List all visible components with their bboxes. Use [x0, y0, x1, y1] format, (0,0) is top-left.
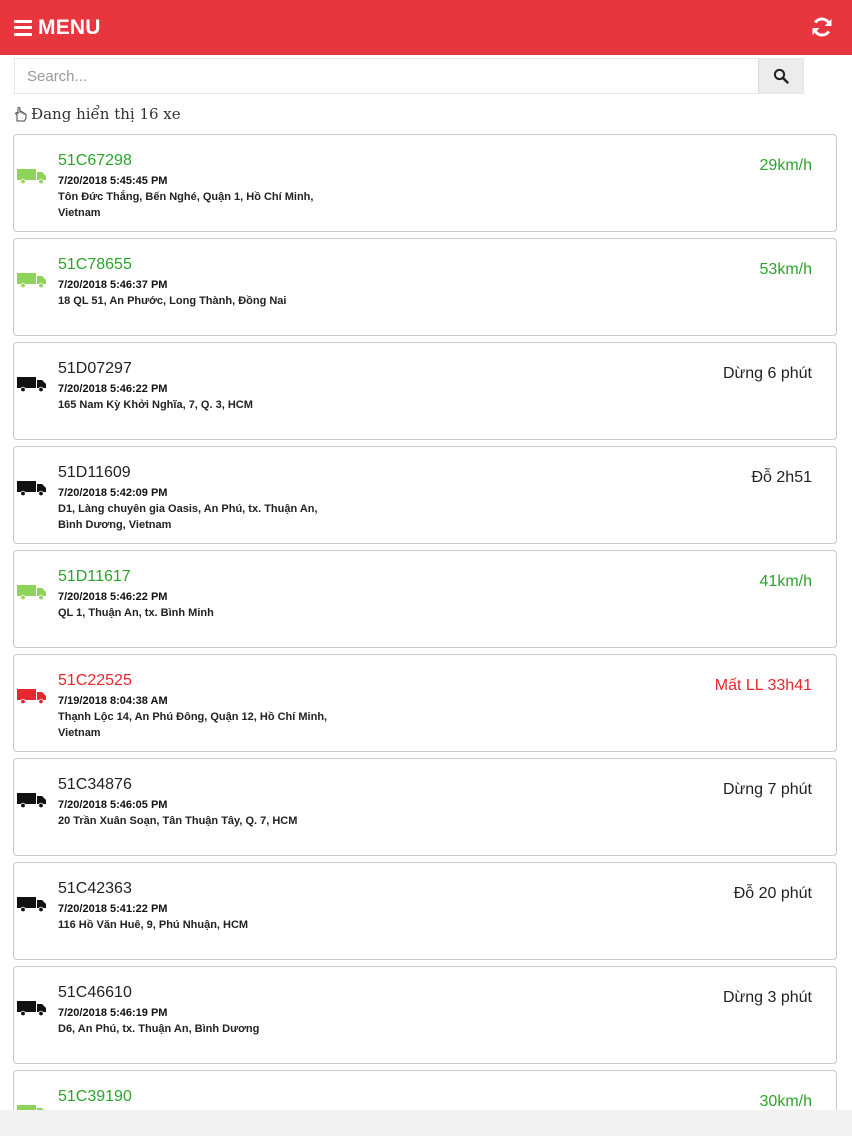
vehicle-address: 20 Trần Xuân Soạn, Tân Thuận Tây, Q. 7, HCM	[58, 815, 298, 827]
vehicle-count	[14, 105, 181, 123]
vehicle-time: 7/20/2018 5:42:09 PM	[58, 487, 168, 499]
vehicle-plate: 51D07297	[58, 360, 132, 377]
truck-icon	[17, 1000, 47, 1016]
vehicle-address: D1, Làng chuyên gia Oasis, An Phú, tx. Thuận An, Bình Dương, Vietnam	[58, 503, 318, 531]
vehicle-status: 53km/h	[759, 261, 812, 278]
vehicle-plate: 51C42363	[58, 880, 132, 897]
vehicle-time: 7/20/2018 5:46:05 PM	[58, 799, 168, 811]
menu-button[interactable]	[14, 16, 101, 40]
vehicle-card[interactable]	[13, 654, 837, 752]
vehicle-address: 18 QL 51, An Phước, Long Thành, Đồng Nai	[58, 295, 287, 307]
vehicle-time: 7/20/2018 5:46:22 PM	[58, 383, 168, 395]
menu-label: MENU	[38, 15, 101, 39]
vehicle-status: Dừng 7 phút	[723, 781, 812, 798]
vehicle-time: 7/20/2018 5:46:19 PM	[58, 1007, 168, 1019]
truck-icon	[17, 272, 47, 288]
vehicle-card[interactable]	[13, 342, 837, 440]
vehicle-count-text: Đang hiển thị 16 xe	[31, 105, 181, 123]
vehicle-card[interactable]	[13, 1070, 837, 1110]
vehicle-card[interactable]	[13, 238, 837, 336]
truck-icon	[17, 480, 47, 496]
truck-icon	[17, 584, 47, 600]
search-icon	[773, 68, 789, 84]
vehicle-plate: 51C46610	[58, 984, 132, 1001]
vehicle-status: 41km/h	[759, 573, 812, 590]
truck-icon	[17, 376, 47, 392]
vehicle-card[interactable]	[13, 758, 837, 856]
search-input[interactable]	[15, 59, 758, 93]
truck-icon	[17, 688, 47, 704]
vehicle-plate: 51C78655	[58, 256, 132, 273]
vehicle-status: Dừng 3 phút	[723, 989, 812, 1006]
search-bar	[14, 58, 804, 94]
vehicle-time: 7/20/2018 5:46:37 PM	[58, 279, 168, 291]
truck-icon	[17, 168, 47, 184]
vehicle-address: QL 1, Thuận An, tx. Bình Minh	[58, 607, 214, 619]
vehicle-plate: 51C39190	[58, 1088, 132, 1105]
vehicle-card[interactable]	[13, 966, 837, 1064]
vehicle-plate: 51C22525	[58, 672, 132, 689]
vehicle-card[interactable]	[13, 446, 837, 544]
vehicle-card[interactable]	[13, 550, 837, 648]
vehicle-address: 116 Hồ Văn Huê, 9, Phú Nhuận, HCM	[58, 919, 249, 931]
truck-icon	[17, 896, 47, 912]
vehicle-address: Thạnh Lộc 14, An Phú Đông, Quận 12, Hồ Chí Minh, Vietnam	[58, 711, 328, 739]
vehicle-time: 7/20/2018 5:46:22 PM	[58, 591, 168, 603]
vehicle-address: Tôn Đức Thắng, Bến Nghé, Quận 1, Hồ Chí Minh, Vietnam	[58, 191, 314, 219]
vehicle-plate: 51D11617	[58, 568, 131, 585]
truck-icon	[17, 792, 47, 808]
vehicle-plate: 51C34876	[58, 776, 132, 793]
vehicle-card[interactable]	[13, 862, 837, 960]
vehicle-time: 7/19/2018 8:04:38 AM	[58, 695, 168, 707]
vehicle-status: Đỗ 2h51	[751, 469, 812, 486]
vehicle-status: Đỗ 20 phút	[733, 885, 812, 902]
vehicle-address: D6, An Phú, tx. Thuận An, Bình Dương	[58, 1023, 260, 1035]
vehicle-status: 29km/h	[759, 157, 812, 174]
search-button[interactable]	[758, 59, 803, 93]
vehicle-status: Mất LL 33h41	[714, 677, 812, 694]
bottom-bar	[0, 1110, 852, 1136]
vehicle-status: 30km/h	[759, 1093, 812, 1110]
vehicle-time: 7/20/2018 5:41:22 PM	[58, 903, 168, 915]
vehicle-address: 165 Nam Kỳ Khởi Nghĩa, 7, Q. 3, HCM	[58, 399, 253, 411]
refresh-icon[interactable]	[810, 15, 834, 39]
vehicle-status: Dừng 6 phút	[723, 365, 812, 382]
vehicle-card[interactable]	[13, 134, 837, 232]
hand-pointer-icon	[14, 106, 28, 122]
vehicle-plate: 51C67298	[58, 152, 132, 169]
vehicle-time: 7/20/2018 5:45:45 PM	[58, 175, 168, 187]
top-bar	[0, 0, 852, 55]
hamburger-icon	[14, 20, 32, 36]
vehicle-plate: 51D11609	[58, 464, 131, 481]
vehicle-list	[13, 134, 837, 1110]
